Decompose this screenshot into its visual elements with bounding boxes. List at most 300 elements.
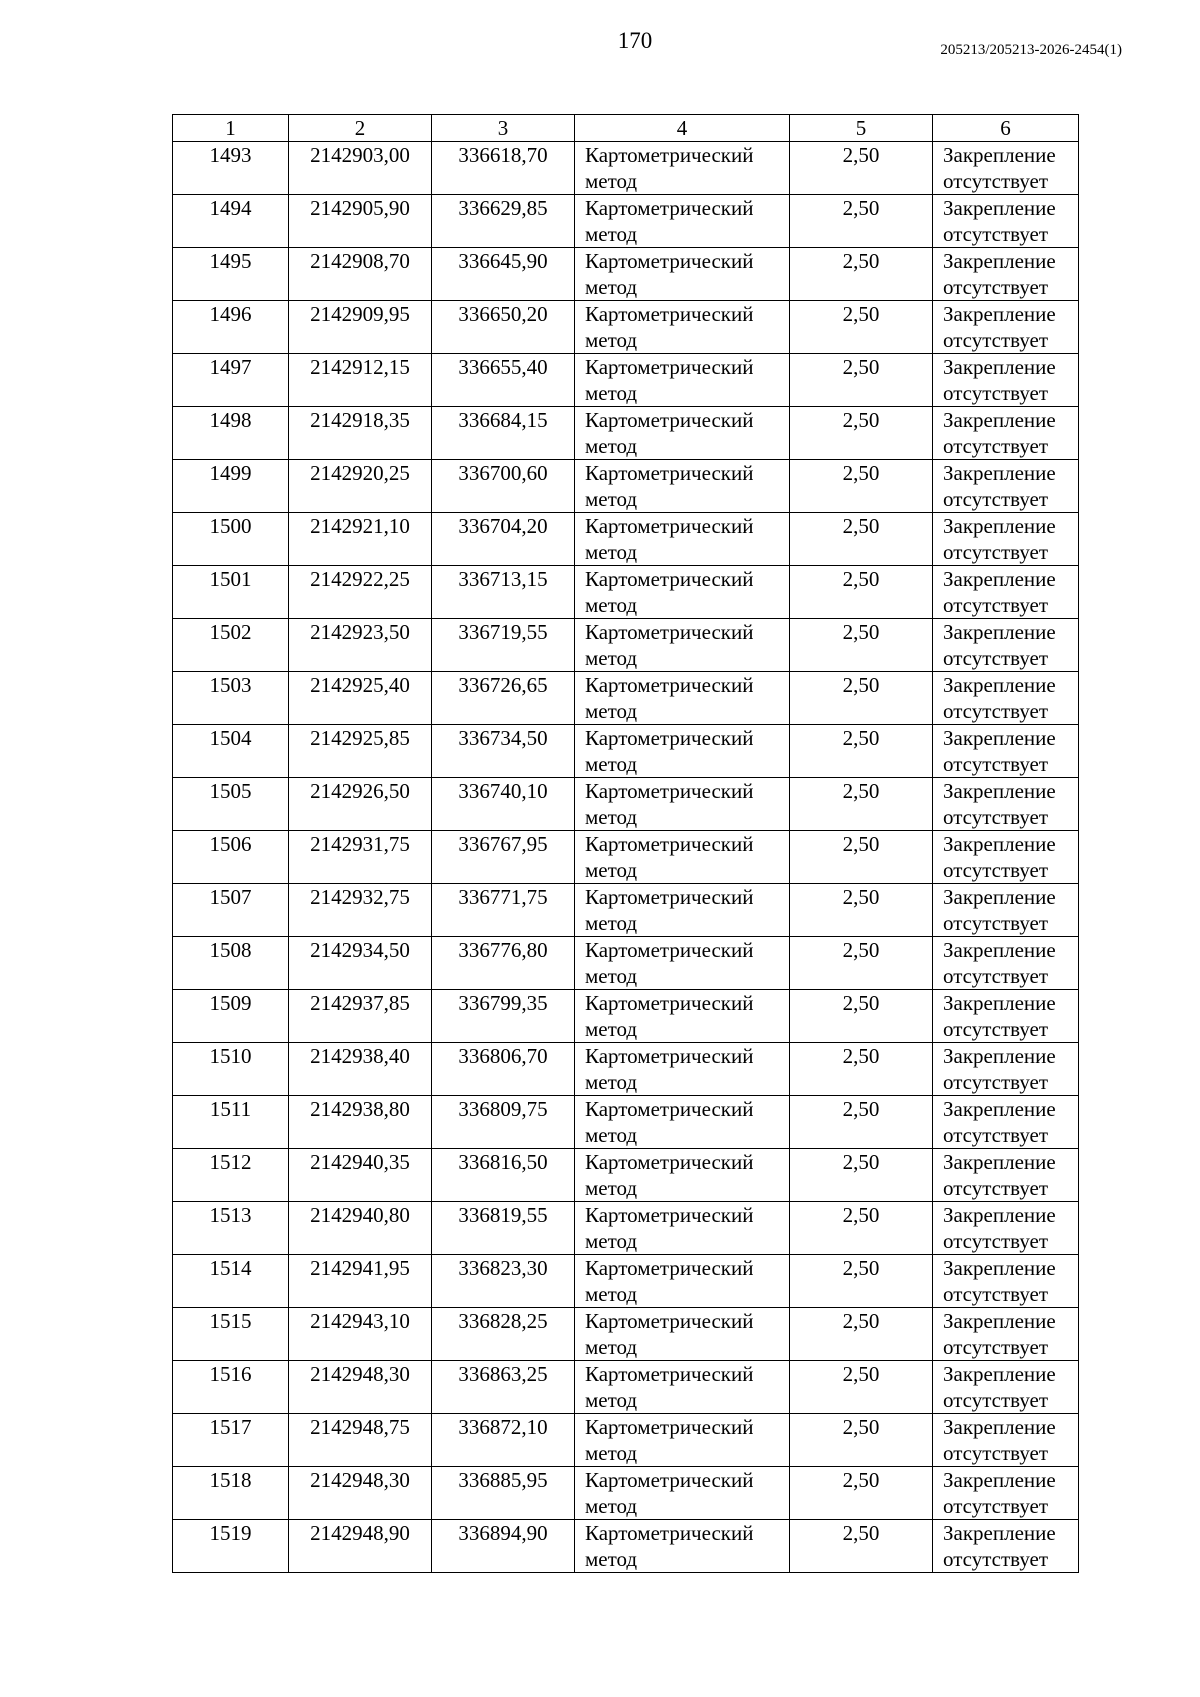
fixing-line-1: Закрепление: [943, 567, 1056, 591]
y-coordinate-cell: 336719,55: [432, 619, 575, 672]
fixing-line-1: Закрепление: [943, 143, 1056, 167]
x-coordinate-cell: 2142920,25: [289, 460, 432, 513]
method-cell: [575, 1096, 790, 1149]
method-cell: [575, 1255, 790, 1308]
fixing-line-2: отсутствует: [943, 1388, 1049, 1412]
precision-cell: 2,50: [790, 1043, 933, 1096]
x-coordinate-cell: 2142931,75: [289, 831, 432, 884]
fixing-cell: [933, 301, 1079, 354]
method-line-2: метод: [585, 1123, 638, 1147]
x-coordinate-cell: 2142948,90: [289, 1520, 432, 1573]
table-row: [173, 301, 1079, 354]
fixing-cell: [933, 1308, 1079, 1361]
y-coordinate-cell: 336771,75: [432, 884, 575, 937]
y-coordinate-cell: 336734,50: [432, 725, 575, 778]
precision-cell: 2,50: [790, 1255, 933, 1308]
table-row: [173, 884, 1079, 937]
fixing-line-1: Закрепление: [943, 938, 1056, 962]
method-line-2: метод: [585, 275, 638, 299]
method-line-2: метод: [585, 1494, 638, 1518]
x-coordinate-cell: 2142948,30: [289, 1361, 432, 1414]
precision-cell: 2,50: [790, 513, 933, 566]
point-number-cell: 1508: [173, 937, 289, 990]
column-header-1: 1: [173, 115, 289, 142]
fixing-line-1: Закрепление: [943, 1521, 1056, 1545]
method-line-1: Картометрический: [585, 1203, 754, 1227]
method-cell: [575, 566, 790, 619]
method-line-2: метод: [585, 1282, 638, 1306]
method-cell: [575, 1043, 790, 1096]
precision-cell: 2,50: [790, 884, 933, 937]
precision-cell: 2,50: [790, 566, 933, 619]
y-coordinate-cell: 336740,10: [432, 778, 575, 831]
precision-cell: 2,50: [790, 778, 933, 831]
fixing-line-2: отсутствует: [943, 699, 1049, 723]
fixing-line-2: отсутствует: [943, 1017, 1049, 1041]
fixing-line-2: отсутствует: [943, 275, 1049, 299]
precision-cell: 2,50: [790, 1308, 933, 1361]
method-line-1: Картометрический: [585, 991, 754, 1015]
x-coordinate-cell: 2142923,50: [289, 619, 432, 672]
x-coordinate-cell: 2142948,30: [289, 1467, 432, 1520]
header-row: [173, 115, 1079, 142]
x-coordinate-cell: 2142937,85: [289, 990, 432, 1043]
method-cell: [575, 831, 790, 884]
method-line-2: метод: [585, 1017, 638, 1041]
precision-cell: 2,50: [790, 248, 933, 301]
column-header-6: 6: [933, 115, 1079, 142]
fixing-cell: [933, 1414, 1079, 1467]
method-line-2: метод: [585, 805, 638, 829]
fixing-line-2: отсутствует: [943, 1070, 1049, 1094]
point-number-cell: 1509: [173, 990, 289, 1043]
point-number-cell: 1514: [173, 1255, 289, 1308]
y-coordinate-cell: 336828,25: [432, 1308, 575, 1361]
fixing-cell: [933, 937, 1079, 990]
fixing-line-1: Закрепление: [943, 1468, 1056, 1492]
x-coordinate-cell: 2142922,25: [289, 566, 432, 619]
x-coordinate-cell: 2142925,40: [289, 672, 432, 725]
point-number-cell: 1495: [173, 248, 289, 301]
point-number-cell: 1499: [173, 460, 289, 513]
y-coordinate-cell: 336700,60: [432, 460, 575, 513]
method-cell: [575, 619, 790, 672]
y-coordinate-cell: 336645,90: [432, 248, 575, 301]
precision-cell: 2,50: [790, 195, 933, 248]
table-row: [173, 407, 1079, 460]
point-number-cell: 1512: [173, 1149, 289, 1202]
fixing-line-1: Закрепление: [943, 355, 1056, 379]
method-line-2: метод: [585, 911, 638, 935]
precision-cell: 2,50: [790, 460, 933, 513]
table-row: [173, 1467, 1079, 1520]
table-row: [173, 1043, 1079, 1096]
x-coordinate-cell: 2142934,50: [289, 937, 432, 990]
table-row: [173, 1255, 1079, 1308]
fixing-line-1: Закрепление: [943, 991, 1056, 1015]
table-row: [173, 195, 1079, 248]
method-line-1: Картометрический: [585, 1468, 754, 1492]
fixing-line-2: отсутствует: [943, 169, 1049, 193]
x-coordinate-cell: 2142932,75: [289, 884, 432, 937]
precision-cell: 2,50: [790, 354, 933, 407]
method-line-2: метод: [585, 1176, 638, 1200]
y-coordinate-cell: 336629,85: [432, 195, 575, 248]
fixing-line-2: отсутствует: [943, 328, 1049, 352]
precision-cell: 2,50: [790, 1096, 933, 1149]
fixing-line-2: отсутствует: [943, 858, 1049, 882]
y-coordinate-cell: 336872,10: [432, 1414, 575, 1467]
fixing-line-1: Закрепление: [943, 1097, 1056, 1121]
y-coordinate-cell: 336767,95: [432, 831, 575, 884]
document-id: 205213/205213-2026-2454(1): [940, 42, 1122, 58]
method-line-2: метод: [585, 752, 638, 776]
fixing-cell: [933, 195, 1079, 248]
precision-cell: 2,50: [790, 1202, 933, 1255]
table-row: [173, 1361, 1079, 1414]
column-header-3: 3: [432, 115, 575, 142]
y-coordinate-cell: 336894,90: [432, 1520, 575, 1573]
method-line-2: метод: [585, 1335, 638, 1359]
method-line-1: Картометрический: [585, 832, 754, 856]
fixing-cell: [933, 778, 1079, 831]
point-number-cell: 1500: [173, 513, 289, 566]
x-coordinate-cell: 2142921,10: [289, 513, 432, 566]
column-header-4: 4: [575, 115, 790, 142]
method-line-2: метод: [585, 593, 638, 617]
table-row: [173, 725, 1079, 778]
fixing-cell: [933, 884, 1079, 937]
fixing-line-1: Закрепление: [943, 408, 1056, 432]
fixing-line-2: отсутствует: [943, 1494, 1049, 1518]
table-row: [173, 619, 1079, 672]
fixing-line-2: отсутствует: [943, 1441, 1049, 1465]
table-header: [173, 115, 1079, 142]
precision-cell: 2,50: [790, 1149, 933, 1202]
fixing-cell: [933, 619, 1079, 672]
page-number: 170: [617, 28, 653, 53]
fixing-line-1: Закрепление: [943, 1150, 1056, 1174]
table-row: [173, 566, 1079, 619]
method-line-1: Картометрический: [585, 938, 754, 962]
method-line-1: Картометрический: [585, 1150, 754, 1174]
x-coordinate-cell: 2142909,95: [289, 301, 432, 354]
y-coordinate-cell: 336823,30: [432, 1255, 575, 1308]
method-cell: [575, 1149, 790, 1202]
fixing-line-2: отсутствует: [943, 1282, 1049, 1306]
method-line-1: Картометрический: [585, 673, 754, 697]
fixing-line-1: Закрепление: [943, 832, 1056, 856]
method-line-1: Картометрический: [585, 408, 754, 432]
y-coordinate-cell: 336819,55: [432, 1202, 575, 1255]
method-cell: [575, 672, 790, 725]
x-coordinate-cell: 2142918,35: [289, 407, 432, 460]
point-number-cell: 1510: [173, 1043, 289, 1096]
point-number-cell: 1505: [173, 778, 289, 831]
method-line-2: метод: [585, 487, 638, 511]
fixing-cell: [933, 248, 1079, 301]
precision-cell: 2,50: [790, 301, 933, 354]
method-cell: [575, 937, 790, 990]
x-coordinate-cell: 2142912,15: [289, 354, 432, 407]
x-coordinate-cell: 2142926,50: [289, 778, 432, 831]
method-cell: [575, 990, 790, 1043]
fixing-line-1: Закрепление: [943, 302, 1056, 326]
fixing-cell: [933, 1202, 1079, 1255]
x-coordinate-cell: 2142905,90: [289, 195, 432, 248]
point-number-cell: 1507: [173, 884, 289, 937]
fixing-line-1: Закрепление: [943, 1044, 1056, 1068]
table-row: [173, 1096, 1079, 1149]
fixing-line-1: Закрепление: [943, 1415, 1056, 1439]
fixing-cell: [933, 142, 1079, 195]
method-cell: [575, 195, 790, 248]
method-line-1: Картометрический: [585, 143, 754, 167]
table-row: [173, 778, 1079, 831]
table-row: [173, 354, 1079, 407]
method-cell: [575, 1467, 790, 1520]
fixing-cell: [933, 831, 1079, 884]
method-cell: [575, 407, 790, 460]
method-line-1: Картометрический: [585, 1097, 754, 1121]
fixing-cell: [933, 725, 1079, 778]
table-row: [173, 1414, 1079, 1467]
fixing-line-1: Закрепление: [943, 620, 1056, 644]
fixing-line-1: Закрепление: [943, 196, 1056, 220]
point-number-cell: 1497: [173, 354, 289, 407]
point-number-cell: 1494: [173, 195, 289, 248]
fixing-cell: [933, 1361, 1079, 1414]
fixing-line-2: отсутствует: [943, 381, 1049, 405]
table-row: [173, 1202, 1079, 1255]
method-cell: [575, 725, 790, 778]
point-number-cell: 1513: [173, 1202, 289, 1255]
method-line-1: Картометрический: [585, 196, 754, 220]
precision-cell: 2,50: [790, 831, 933, 884]
fixing-line-2: отсутствует: [943, 1547, 1049, 1571]
y-coordinate-cell: 336726,65: [432, 672, 575, 725]
fixing-line-2: отсутствует: [943, 1176, 1049, 1200]
x-coordinate-cell: 2142938,40: [289, 1043, 432, 1096]
x-coordinate-cell: 2142941,95: [289, 1255, 432, 1308]
table-body: [173, 142, 1079, 1573]
method-line-2: метод: [585, 1229, 638, 1253]
fixing-line-1: Закрепление: [943, 726, 1056, 750]
method-cell: [575, 884, 790, 937]
y-coordinate-cell: 336650,20: [432, 301, 575, 354]
method-cell: [575, 1202, 790, 1255]
table-row: [173, 937, 1079, 990]
fixing-line-1: Закрепление: [943, 779, 1056, 803]
method-cell: [575, 778, 790, 831]
fixing-line-1: Закрепление: [943, 1309, 1056, 1333]
point-number-cell: 1516: [173, 1361, 289, 1414]
fixing-line-2: отсутствует: [943, 222, 1049, 246]
x-coordinate-cell: 2142940,35: [289, 1149, 432, 1202]
column-header-2: 2: [289, 115, 432, 142]
point-number-cell: 1496: [173, 301, 289, 354]
precision-cell: 2,50: [790, 619, 933, 672]
fixing-line-1: Закрепление: [943, 1256, 1056, 1280]
fixing-line-1: Закрепление: [943, 461, 1056, 485]
fixing-cell: [933, 354, 1079, 407]
fixing-line-2: отсутствует: [943, 540, 1049, 564]
method-cell: [575, 1361, 790, 1414]
method-line-2: метод: [585, 858, 638, 882]
method-line-2: метод: [585, 222, 638, 246]
y-coordinate-cell: 336618,70: [432, 142, 575, 195]
fixing-cell: [933, 407, 1079, 460]
method-line-1: Картометрический: [585, 1521, 754, 1545]
fixing-cell: [933, 1467, 1079, 1520]
method-line-1: Картометрический: [585, 1044, 754, 1068]
point-number-cell: 1503: [173, 672, 289, 725]
precision-cell: 2,50: [790, 142, 933, 195]
fixing-line-2: отсутствует: [943, 1123, 1049, 1147]
x-coordinate-cell: 2142903,00: [289, 142, 432, 195]
method-line-1: Картометрический: [585, 1415, 754, 1439]
table-row: [173, 672, 1079, 725]
method-line-1: Картометрический: [585, 567, 754, 591]
table-row: [173, 990, 1079, 1043]
method-line-1: Картометрический: [585, 885, 754, 909]
method-cell: [575, 1520, 790, 1573]
y-coordinate-cell: 336684,15: [432, 407, 575, 460]
method-line-2: метод: [585, 699, 638, 723]
method-line-2: метод: [585, 434, 638, 458]
point-number-cell: 1518: [173, 1467, 289, 1520]
x-coordinate-cell: 2142943,10: [289, 1308, 432, 1361]
method-line-1: Картометрический: [585, 514, 754, 538]
fixing-line-1: Закрепление: [943, 885, 1056, 909]
fixing-line-2: отсутствует: [943, 487, 1049, 511]
method-line-2: метод: [585, 1547, 638, 1571]
method-cell: [575, 460, 790, 513]
precision-cell: 2,50: [790, 1520, 933, 1573]
precision-cell: 2,50: [790, 937, 933, 990]
x-coordinate-cell: 2142940,80: [289, 1202, 432, 1255]
fixing-cell: [933, 1096, 1079, 1149]
x-coordinate-cell: 2142908,70: [289, 248, 432, 301]
fixing-line-2: отсутствует: [943, 1335, 1049, 1359]
point-number-cell: 1493: [173, 142, 289, 195]
method-line-1: Картометрический: [585, 779, 754, 803]
y-coordinate-cell: 336704,20: [432, 513, 575, 566]
precision-cell: 2,50: [790, 407, 933, 460]
fixing-cell: [933, 460, 1079, 513]
method-line-2: метод: [585, 1441, 638, 1465]
method-cell: [575, 1414, 790, 1467]
fixing-line-1: Закрепление: [943, 1362, 1056, 1386]
precision-cell: 2,50: [790, 990, 933, 1043]
fixing-cell: [933, 566, 1079, 619]
method-line-2: метод: [585, 1388, 638, 1412]
fixing-line-2: отсутствует: [943, 434, 1049, 458]
x-coordinate-cell: 2142938,80: [289, 1096, 432, 1149]
fixing-cell: [933, 1520, 1079, 1573]
fixing-line-2: отсутствует: [943, 646, 1049, 670]
method-line-1: Картометрический: [585, 620, 754, 644]
method-line-2: метод: [585, 964, 638, 988]
method-line-1: Картометрический: [585, 461, 754, 485]
point-number-cell: 1498: [173, 407, 289, 460]
y-coordinate-cell: 336885,95: [432, 1467, 575, 1520]
point-number-cell: 1504: [173, 725, 289, 778]
fixing-line-1: Закрепление: [943, 249, 1056, 273]
precision-cell: 2,50: [790, 1414, 933, 1467]
method-line-2: метод: [585, 381, 638, 405]
point-number-cell: 1519: [173, 1520, 289, 1573]
y-coordinate-cell: 336776,80: [432, 937, 575, 990]
method-line-2: метод: [585, 169, 638, 193]
y-coordinate-cell: 336806,70: [432, 1043, 575, 1096]
method-line-1: Картометрический: [585, 726, 754, 750]
y-coordinate-cell: 336863,25: [432, 1361, 575, 1414]
precision-cell: 2,50: [790, 672, 933, 725]
point-number-cell: 1511: [173, 1096, 289, 1149]
fixing-line-2: отсутствует: [943, 752, 1049, 776]
fixing-line-1: Закрепление: [943, 1203, 1056, 1227]
column-header-5: 5: [790, 115, 933, 142]
method-cell: [575, 142, 790, 195]
method-cell: [575, 248, 790, 301]
method-line-2: метод: [585, 540, 638, 564]
table-row: [173, 248, 1079, 301]
table-row: [173, 513, 1079, 566]
method-line-1: Картометрический: [585, 355, 754, 379]
method-cell: [575, 301, 790, 354]
method-line-2: метод: [585, 1070, 638, 1094]
fixing-line-2: отсутствует: [943, 1229, 1049, 1253]
method-cell: [575, 354, 790, 407]
fixing-cell: [933, 1255, 1079, 1308]
table-row: [173, 1149, 1079, 1202]
method-line-1: Картометрический: [585, 302, 754, 326]
table-row: [173, 831, 1079, 884]
method-line-1: Картометрический: [585, 1362, 754, 1386]
fixing-line-1: Закрепление: [943, 514, 1056, 538]
y-coordinate-cell: 336816,50: [432, 1149, 575, 1202]
y-coordinate-cell: 336809,75: [432, 1096, 575, 1149]
method-cell: [575, 513, 790, 566]
point-number-cell: 1501: [173, 566, 289, 619]
precision-cell: 2,50: [790, 1361, 933, 1414]
y-coordinate-cell: 336799,35: [432, 990, 575, 1043]
table-row: [173, 460, 1079, 513]
point-number-cell: 1515: [173, 1308, 289, 1361]
precision-cell: 2,50: [790, 725, 933, 778]
fixing-line-2: отсутствует: [943, 593, 1049, 617]
fixing-cell: [933, 990, 1079, 1043]
table-row: [173, 1308, 1079, 1361]
method-line-1: Картометрический: [585, 1309, 754, 1333]
method-line-2: метод: [585, 328, 638, 352]
coordinates-table: [172, 114, 1079, 1573]
y-coordinate-cell: 336655,40: [432, 354, 575, 407]
fixing-cell: [933, 672, 1079, 725]
y-coordinate-cell: 336713,15: [432, 566, 575, 619]
point-number-cell: 1517: [173, 1414, 289, 1467]
fixing-cell: [933, 1043, 1079, 1096]
x-coordinate-cell: 2142925,85: [289, 725, 432, 778]
fixing-line-2: отсутствует: [943, 964, 1049, 988]
fixing-cell: [933, 513, 1079, 566]
table-row: [173, 142, 1079, 195]
x-coordinate-cell: 2142948,75: [289, 1414, 432, 1467]
table-row: [173, 1520, 1079, 1573]
fixing-cell: [933, 1149, 1079, 1202]
method-cell: [575, 1308, 790, 1361]
